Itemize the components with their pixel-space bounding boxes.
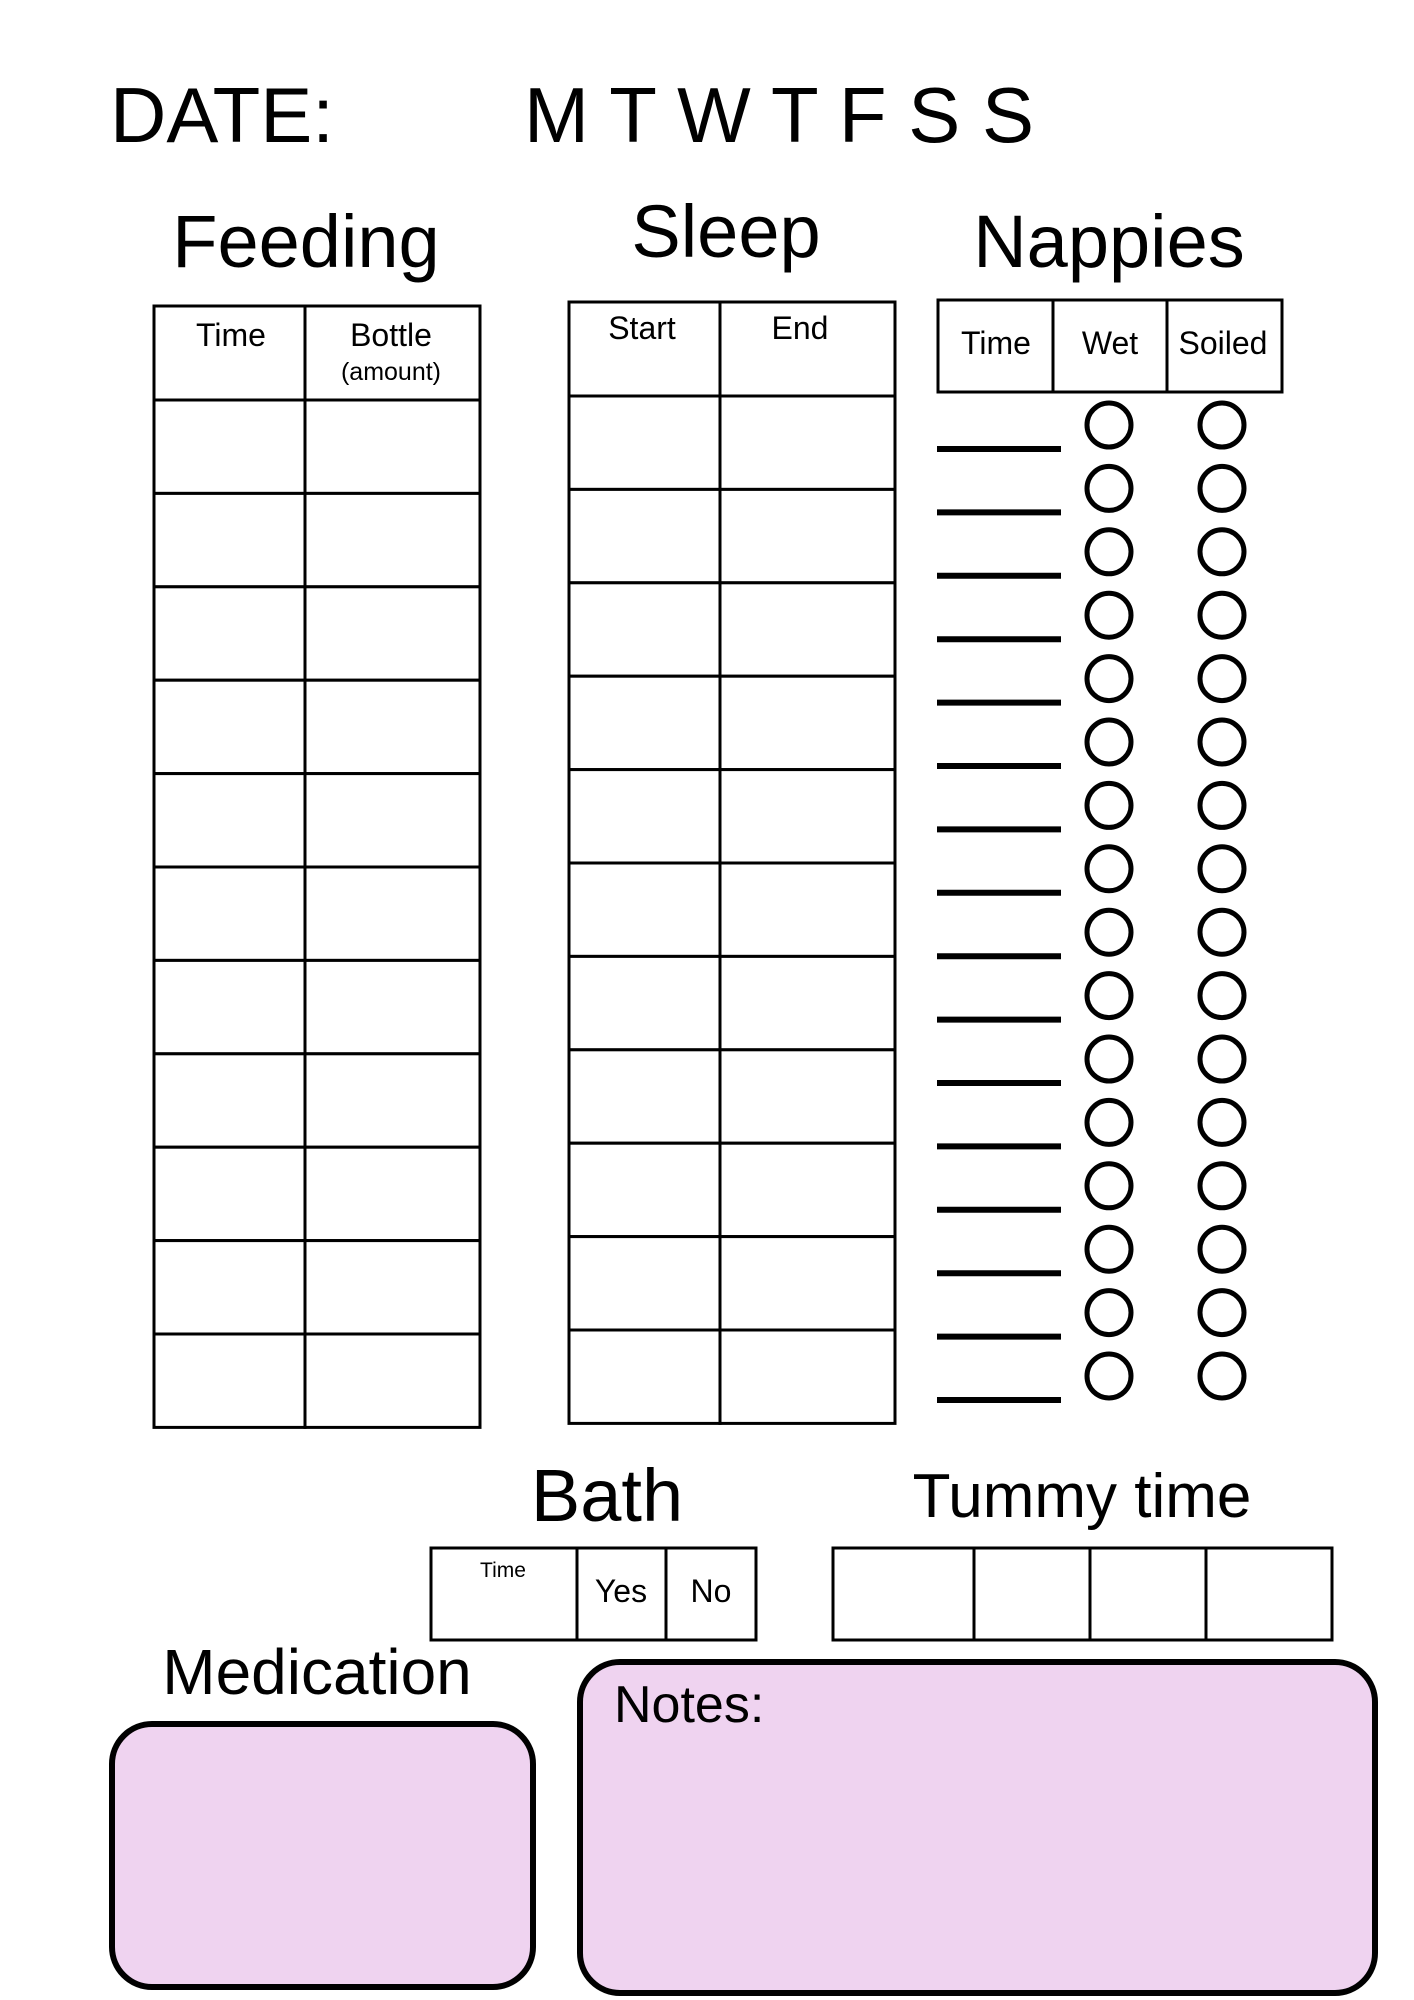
sleep-row-cell-left[interactable] [569, 1050, 720, 1143]
sleep-col-start: Start [608, 310, 676, 346]
feeding-row-cell-left[interactable] [154, 1147, 305, 1240]
nappy-wet-checkbox[interactable] [1087, 1100, 1131, 1144]
sleep-row-cell-right[interactable] [720, 863, 895, 956]
nappy-soiled-checkbox[interactable] [1200, 1354, 1244, 1398]
sleep-row-cell-right[interactable] [720, 956, 895, 1049]
nappy-wet-checkbox[interactable] [1087, 657, 1131, 701]
feeding-row-cell-right[interactable] [305, 1054, 480, 1147]
sleep-row-cell-left[interactable] [569, 1330, 720, 1423]
nappy-wet-checkbox[interactable] [1087, 1164, 1131, 1208]
sleep-row-cell-right[interactable] [720, 770, 895, 863]
nappy-soiled-checkbox[interactable] [1200, 1100, 1244, 1144]
feeding-row-cell-right[interactable] [305, 1334, 480, 1427]
nappy-soiled-checkbox[interactable] [1200, 910, 1244, 954]
nappy-wet-checkbox[interactable] [1087, 403, 1131, 447]
tummy-time-cell[interactable] [1206, 1548, 1332, 1640]
sleep-row-cell-right[interactable] [720, 1143, 895, 1236]
sleep-row-cell-right[interactable] [720, 489, 895, 582]
nappies-title: Nappies [973, 200, 1245, 283]
nappies-col-wet: Wet [1081, 325, 1139, 361]
sleep-row-cell-left[interactable] [569, 770, 720, 863]
tummy-time-title: Tummy time [912, 1462, 1252, 1531]
sleep-row-cell-right[interactable] [720, 396, 895, 489]
sleep-row-cell-right[interactable] [720, 1050, 895, 1143]
feeding-row-cell-right[interactable] [305, 400, 480, 493]
feeding-row-cell-left[interactable] [154, 1334, 305, 1427]
sleep-row-cell-right[interactable] [720, 676, 895, 769]
nappy-wet-checkbox[interactable] [1087, 466, 1131, 510]
feeding-row-cell-left[interactable] [154, 960, 305, 1053]
date-label: DATE: [110, 71, 334, 159]
sleep-row-cell-left[interactable] [569, 1143, 720, 1236]
feeding-col-bottle: Bottle [350, 317, 432, 353]
sleep-row-cell-right[interactable] [720, 583, 895, 676]
nappy-soiled-checkbox[interactable] [1200, 1227, 1244, 1271]
nappy-wet-checkbox[interactable] [1087, 847, 1131, 891]
feeding-row-cell-left[interactable] [154, 1241, 305, 1334]
nappy-wet-checkbox[interactable] [1087, 720, 1131, 764]
medication-title: Medication [162, 1636, 472, 1708]
feeding-row-cell-left[interactable] [154, 1054, 305, 1147]
bath-no-option[interactable]: No [690, 1573, 732, 1609]
nappy-wet-checkbox[interactable] [1087, 974, 1131, 1018]
bath-yes-option[interactable]: Yes [594, 1573, 648, 1609]
feeding-row-cell-left[interactable] [154, 680, 305, 773]
medication-box[interactable] [112, 1724, 533, 1987]
sleep-row-cell-right[interactable] [720, 1237, 895, 1330]
nappies-col-time: Time [961, 325, 1031, 361]
tummy-time-table [833, 1548, 1332, 1640]
nappy-soiled-checkbox[interactable] [1200, 847, 1244, 891]
sleep-row-cell-left[interactable] [569, 863, 720, 956]
nappies-col-soiled: Soiled [1178, 325, 1268, 361]
nappy-soiled-checkbox[interactable] [1200, 530, 1244, 574]
bath-col-time: Time [480, 1559, 526, 1582]
nappy-wet-checkbox[interactable] [1087, 783, 1131, 827]
tummy-time-cell[interactable] [1090, 1548, 1206, 1640]
bath-title: Bath [530, 1454, 684, 1537]
tummy-time-cell[interactable] [833, 1548, 974, 1640]
feeding-row-cell-right[interactable] [305, 1147, 480, 1240]
sleep-title: Sleep [631, 190, 821, 273]
nappy-soiled-checkbox[interactable] [1200, 1037, 1244, 1081]
nappy-wet-checkbox[interactable] [1087, 1037, 1131, 1081]
feeding-row-cell-left[interactable] [154, 400, 305, 493]
feeding-row-cell-right[interactable] [305, 867, 480, 960]
feeding-row-cell-right[interactable] [305, 1241, 480, 1334]
feeding-row-cell-right[interactable] [305, 960, 480, 1053]
feeding-row-cell-right[interactable] [305, 774, 480, 867]
tummy-time-cell[interactable] [974, 1548, 1090, 1640]
feeding-row-cell-left[interactable] [154, 774, 305, 867]
nappy-soiled-checkbox[interactable] [1200, 720, 1244, 764]
sleep-table [569, 302, 895, 1423]
nappy-wet-checkbox[interactable] [1087, 1354, 1131, 1398]
nappy-wet-checkbox[interactable] [1087, 1227, 1131, 1271]
nappy-wet-checkbox[interactable] [1087, 593, 1131, 637]
nappy-soiled-checkbox[interactable] [1200, 974, 1244, 1018]
bath-table [431, 1548, 756, 1640]
sleep-row-cell-left[interactable] [569, 396, 720, 489]
sleep-row-cell-left[interactable] [569, 956, 720, 1049]
nappy-soiled-checkbox[interactable] [1200, 657, 1244, 701]
feeding-row-cell-right[interactable] [305, 587, 480, 680]
sleep-row-cell-left[interactable] [569, 583, 720, 676]
feeding-col-time: Time [196, 317, 266, 353]
feeding-row-cell-left[interactable] [154, 587, 305, 680]
nappy-soiled-checkbox[interactable] [1200, 593, 1244, 637]
feeding-title: Feeding [172, 200, 440, 283]
sleep-row-cell-left[interactable] [569, 489, 720, 582]
nappies-table [937, 300, 1282, 1400]
nappy-wet-checkbox[interactable] [1087, 1291, 1131, 1335]
feeding-table [154, 306, 480, 1427]
nappy-wet-checkbox[interactable] [1087, 530, 1131, 574]
nappy-soiled-checkbox[interactable] [1200, 403, 1244, 447]
feeding-row-cell-left[interactable] [154, 867, 305, 960]
sleep-row-cell-right[interactable] [720, 1330, 895, 1423]
sleep-row-cell-left[interactable] [569, 676, 720, 769]
nappy-wet-checkbox[interactable] [1087, 910, 1131, 954]
nappy-soiled-checkbox[interactable] [1200, 1291, 1244, 1335]
weekday-options[interactable]: M T W T F S S [524, 71, 1034, 159]
feeding-row-cell-left[interactable] [154, 493, 305, 586]
feeding-row-cell-right[interactable] [305, 680, 480, 773]
sleep-row-cell-left[interactable] [569, 1237, 720, 1330]
nappy-soiled-checkbox[interactable] [1200, 466, 1244, 510]
notes-label: Notes: [614, 1676, 765, 1734]
sleep-col-end: End [771, 310, 829, 346]
feeding-row-cell-right[interactable] [305, 493, 480, 586]
nappy-soiled-checkbox[interactable] [1200, 783, 1244, 827]
nappy-soiled-checkbox[interactable] [1200, 1164, 1244, 1208]
feeding-col-bottle-sub: (amount) [340, 358, 442, 386]
